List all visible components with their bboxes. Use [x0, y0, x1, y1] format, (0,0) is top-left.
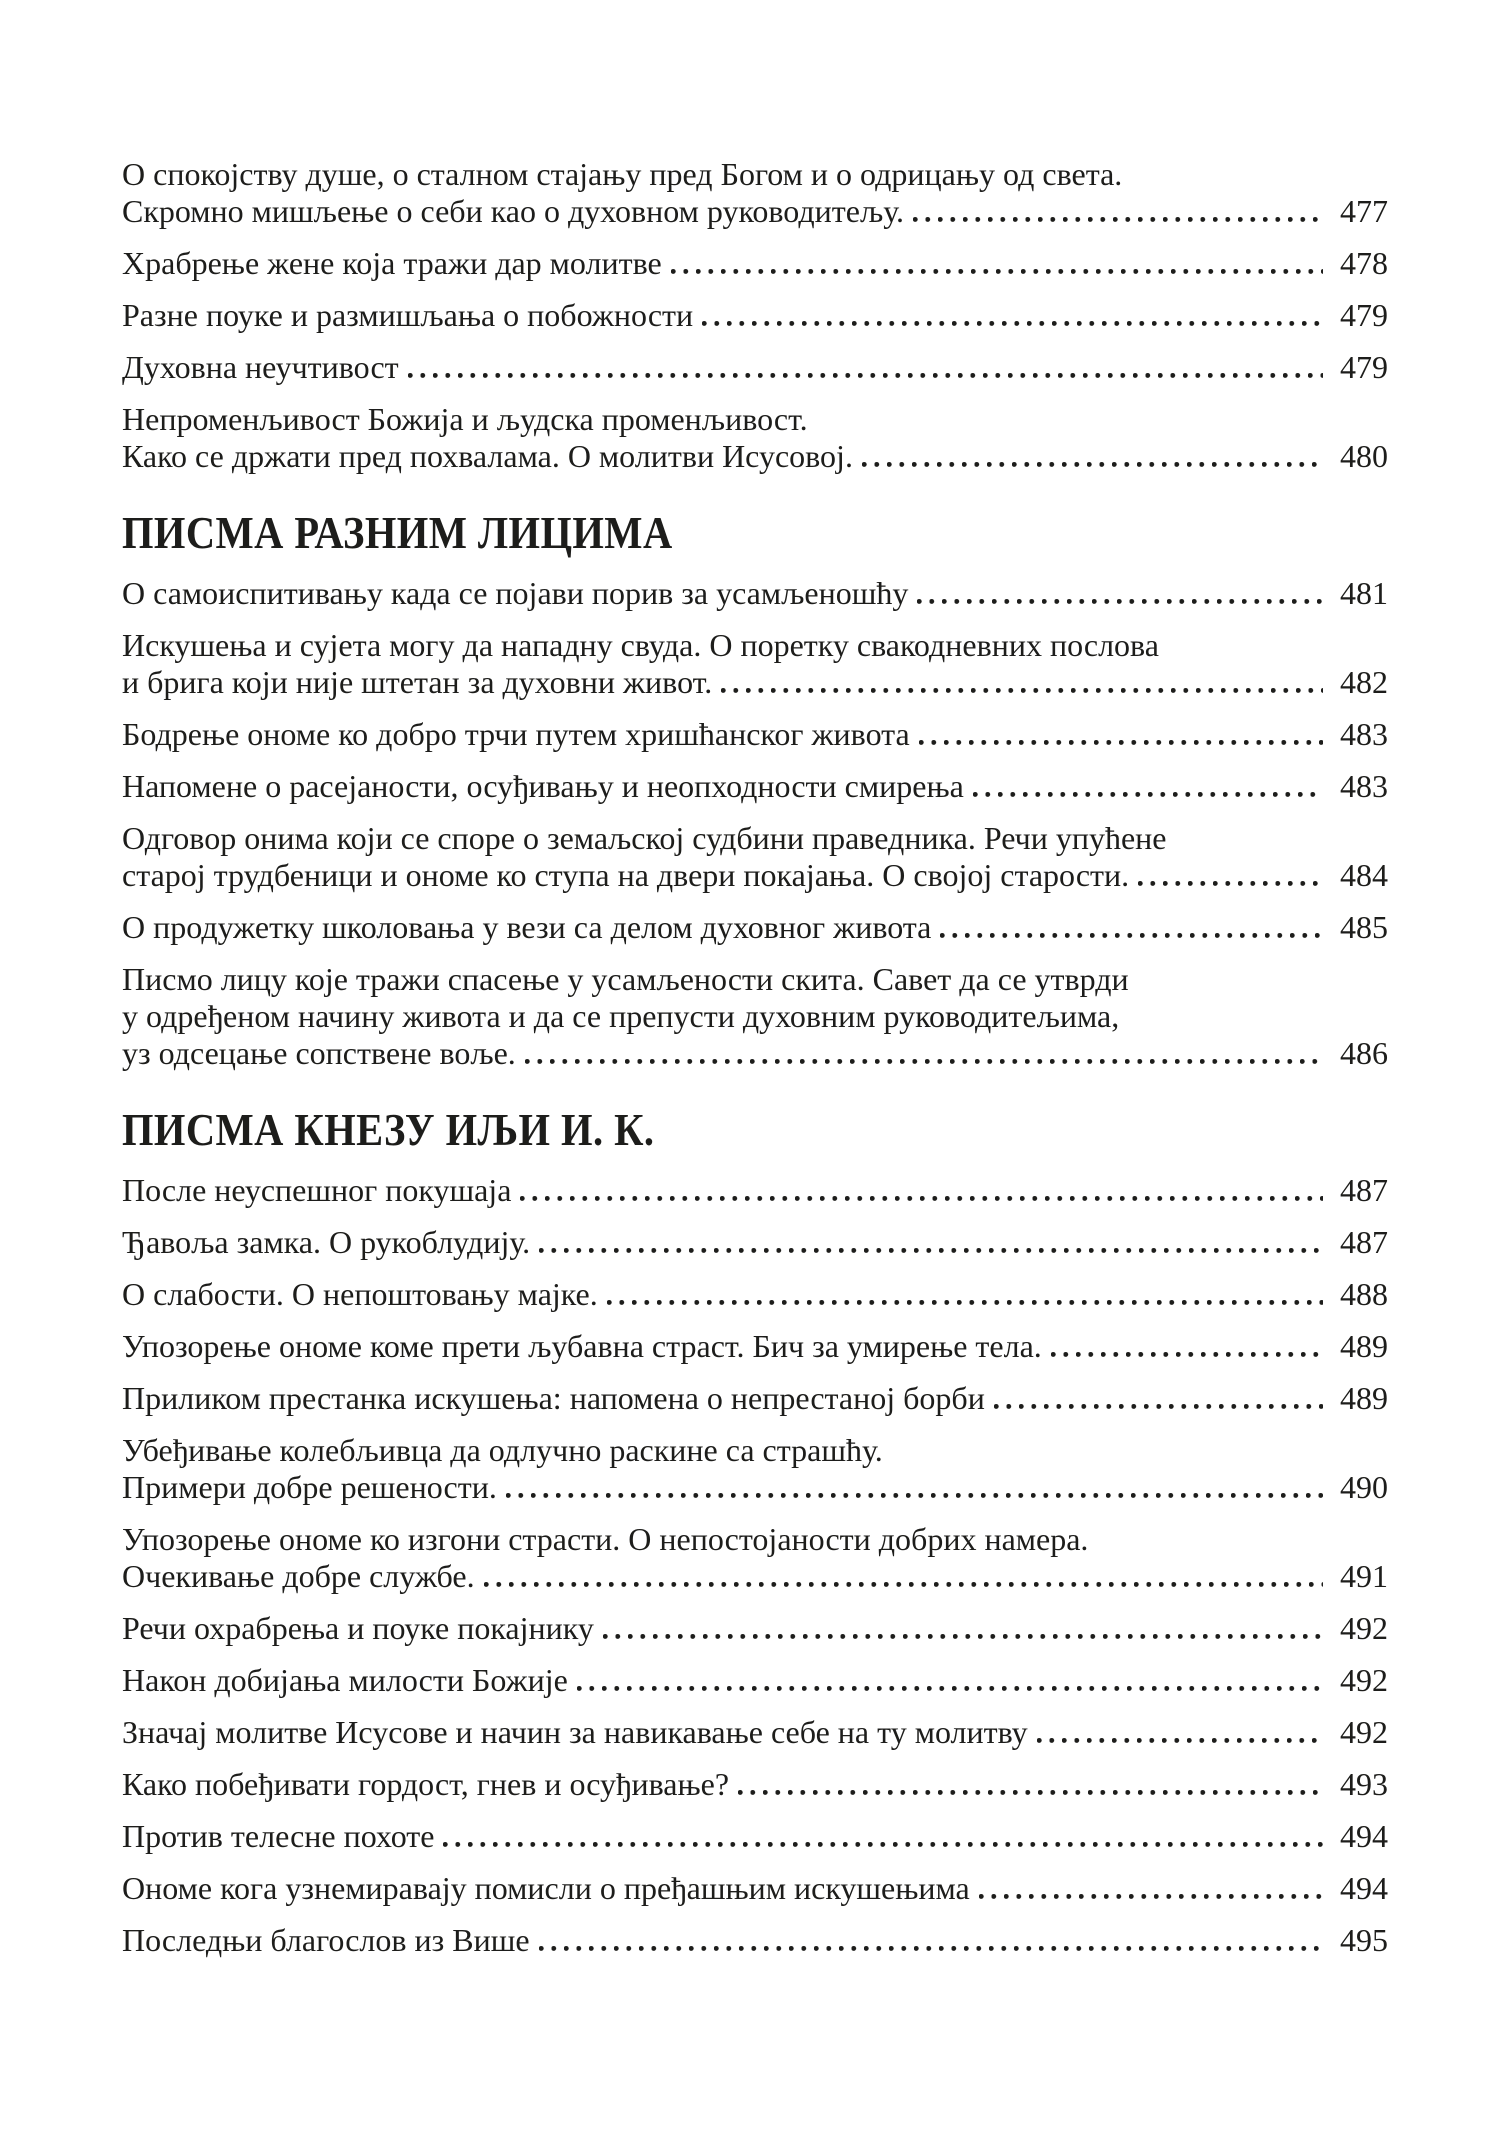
page-number: 479	[1340, 297, 1388, 333]
toc-entry	[122, 575, 1388, 612]
entry-text-line: Непроменљивост Божија и људска променљивост.	[122, 401, 808, 437]
toc-entry	[122, 1521, 1388, 1595]
entry-last-line	[122, 1558, 1388, 1595]
toc-entry	[122, 1870, 1388, 1907]
toc-entry	[122, 245, 1388, 282]
dot-leader	[973, 792, 1323, 797]
entry-title-text: Упозорење ономе коме прети љубавна страст. Бич за умирење тела.	[122, 1328, 1042, 1364]
toc-entry	[122, 1610, 1388, 1647]
entry-title-text: Приликом престанка искушења: напомена о непрестаној борби	[122, 1380, 985, 1416]
entry-last-line	[122, 1766, 1388, 1803]
entry-title-text: О самоиспитивању када се појави порив за усамљеношћу	[122, 575, 909, 611]
page-number: 485	[1340, 909, 1388, 945]
entry-title-text: Скромно мишљење о себи као о духовном руководитељу.	[122, 193, 905, 229]
entry-last-line	[122, 1224, 1388, 1261]
entry-text-line: Убеђивање колебљивца да одлучно раскине са страшћу.	[122, 1432, 883, 1468]
dot-leader	[408, 373, 1323, 378]
page-number: 483	[1340, 716, 1388, 752]
entry-title-text: Речи охрабрења и поуке покајнику	[122, 1610, 594, 1646]
toc-entry	[122, 1224, 1388, 1261]
entry-text-line: Искушења и сујета могу да нападну свуда. О поретку свакодневних послова	[122, 627, 1159, 663]
page-number: 492	[1340, 1714, 1388, 1750]
entry-last-line	[122, 1870, 1388, 1907]
entry-text-line: Писмо лицу које тражи спасење у усамљености скита. Савет да се утврди	[122, 961, 1129, 997]
entry-last-line	[122, 1380, 1388, 1417]
page-number: 478	[1340, 245, 1388, 281]
dot-leader	[940, 933, 1323, 938]
page-number: 482	[1340, 664, 1388, 700]
entry-text-line: у одређеном начину живота и да се препусти духовним руководитељима,	[122, 998, 1120, 1034]
dot-leader	[919, 740, 1323, 745]
entry-last-line	[122, 1172, 1388, 1209]
entry-last-line	[122, 1469, 1388, 1506]
entry-title-text: Против телесне похоте	[122, 1818, 435, 1854]
entry-last-line	[122, 1922, 1388, 1959]
entry-last-line	[122, 1328, 1388, 1365]
toc-entry	[122, 1818, 1388, 1855]
page-number: 479	[1340, 349, 1388, 385]
dot-leader	[607, 1300, 1323, 1305]
dot-leader	[913, 217, 1323, 222]
toc-entry	[122, 1380, 1388, 1417]
page-number: 487	[1340, 1224, 1388, 1260]
page-number: 488	[1340, 1276, 1388, 1312]
entry-title-text: Ономе кога узнемиравају помисли о пређашњим искушењима	[122, 1870, 970, 1906]
entry-title-text: Како се држати пред похвалама. О молитви Исусовој.	[122, 438, 853, 474]
entry-last-line	[122, 768, 1388, 805]
entry-last-line	[122, 1818, 1388, 1855]
toc-entry	[122, 1172, 1388, 1209]
entry-last-line	[122, 575, 1388, 612]
dot-leader	[539, 1946, 1323, 1951]
dot-leader	[484, 1582, 1323, 1587]
page-number: 492	[1340, 1662, 1388, 1698]
entry-last-line	[122, 1610, 1388, 1647]
entry-last-line	[122, 438, 1388, 475]
entry-title-text: старој трудбеници и ономе ко ступа на двери покајања. О својој старости.	[122, 857, 1130, 893]
dot-leader	[721, 688, 1323, 693]
toc-entry	[122, 1662, 1388, 1699]
entry-title-text: О слабости. О непоштовању мајке.	[122, 1276, 598, 1312]
dot-leader	[994, 1404, 1323, 1409]
page-number: 493	[1340, 1766, 1388, 1802]
entry-title-text: Напомене о расејаности, осуђивању и неопходности смирења	[122, 768, 964, 804]
entry-text-line: Упозорење ономе ко изгони страсти. О непостојаности добрих намера.	[122, 1521, 1089, 1557]
section-heading: ПИСМА РАЗНИМ ЛИЦИМА	[122, 507, 673, 558]
page-number: 486	[1340, 1035, 1388, 1071]
entry-text-line: О спокојству душе, о сталном стајању пред Богом и о одрицању од света.	[122, 156, 1123, 192]
page-number: 477	[1340, 193, 1388, 229]
toc-entry	[122, 401, 1388, 475]
dot-leader	[506, 1493, 1323, 1498]
page-number: 480	[1340, 438, 1388, 474]
dot-leader	[671, 269, 1323, 274]
toc-entry	[122, 627, 1388, 701]
toc-entry	[122, 768, 1388, 805]
toc-entry	[122, 820, 1388, 894]
toc-entry	[122, 297, 1388, 334]
page-number: 481	[1340, 575, 1388, 611]
toc-entry	[122, 1328, 1388, 1365]
dot-leader	[577, 1686, 1323, 1691]
entry-last-line	[122, 297, 1388, 334]
entry-last-line	[122, 909, 1388, 946]
toc-entry	[122, 1766, 1388, 1803]
toc-entry	[122, 961, 1388, 1072]
toc-entry	[122, 1714, 1388, 1751]
dot-leader	[539, 1248, 1323, 1253]
entry-title-text: Примери добре решености.	[122, 1469, 497, 1505]
entry-title-text: Храбрење жене која тражи дар молитве	[122, 245, 662, 281]
page-number: 483	[1340, 768, 1388, 804]
dot-leader	[702, 321, 1323, 326]
page-number: 489	[1340, 1328, 1388, 1364]
toc-entry	[122, 1432, 1388, 1506]
dot-leader	[603, 1634, 1323, 1639]
page-number: 491	[1340, 1558, 1388, 1594]
entry-title-text: Бодрење ономе ко добро трчи путем хришћанског живота	[122, 716, 910, 752]
entry-title-text: Значај молитве Исусове и начин за навикавање себе на ту молитву	[122, 1714, 1028, 1750]
toc-entry	[122, 1276, 1388, 1313]
page-number: 487	[1340, 1172, 1388, 1208]
entry-title-text: После неуспешног покушаја	[122, 1172, 512, 1208]
entry-title-text: Ђавоља замка. О рукоблудију.	[122, 1224, 531, 1260]
page-number: 494	[1340, 1818, 1388, 1854]
page-number: 492	[1340, 1610, 1388, 1646]
entry-last-line	[122, 245, 1388, 282]
entry-last-line	[122, 193, 1388, 230]
page-number: 494	[1340, 1870, 1388, 1906]
dot-leader	[520, 1196, 1323, 1201]
entry-title-text: Разне поуке и размишљања о побожности	[122, 297, 694, 333]
entry-last-line	[122, 1662, 1388, 1699]
dot-leader	[862, 462, 1323, 467]
entry-title-text: Како побеђивати гордост, гнев и осуђивање?	[122, 1766, 730, 1802]
entry-last-line	[122, 664, 1388, 701]
entry-text-line: Одговор онима који се споре о земаљској судбини праведника. Речи упућене	[122, 820, 1167, 856]
entry-last-line	[122, 716, 1388, 753]
toc-entry	[122, 349, 1388, 386]
entry-title-text: Очекивање добре службе.	[122, 1558, 475, 1594]
dot-leader	[1037, 1738, 1323, 1743]
entry-title-text: О продужетку школовања у вези са делом духовног живота	[122, 909, 932, 945]
dot-leader	[525, 1059, 1323, 1064]
dot-leader	[979, 1894, 1323, 1899]
entry-last-line	[122, 1714, 1388, 1751]
toc-entry	[122, 909, 1388, 946]
dot-leader	[917, 599, 1323, 604]
toc-entry	[122, 1922, 1388, 1959]
page-number: 484	[1340, 857, 1388, 893]
page-number: 495	[1340, 1922, 1388, 1958]
section-heading: ПИСМА КНЕЗУ ИЉИ И. К.	[122, 1104, 655, 1155]
dot-leader	[1138, 881, 1323, 886]
dot-leader	[1051, 1352, 1323, 1357]
toc-entry	[122, 156, 1388, 230]
entry-last-line	[122, 1276, 1388, 1313]
entry-title-text: уз одсецање сопствене воље.	[122, 1035, 516, 1071]
entry-title-text: Последњи благослов из Више	[122, 1922, 530, 1958]
table-of-contents	[122, 156, 1388, 1959]
entry-title-text: Након добијања милости Божије	[122, 1662, 568, 1698]
entry-last-line	[122, 857, 1388, 894]
entry-title-text: Духовна неучтивост	[122, 349, 399, 385]
entry-last-line	[122, 349, 1388, 386]
entry-last-line	[122, 1035, 1388, 1072]
dot-leader	[738, 1790, 1323, 1795]
dot-leader	[443, 1842, 1323, 1847]
entry-title-text: и брига који није штетан за духовни живот.	[122, 664, 713, 700]
page-number: 490	[1340, 1469, 1388, 1505]
page-number: 489	[1340, 1380, 1388, 1416]
toc-entry	[122, 716, 1388, 753]
